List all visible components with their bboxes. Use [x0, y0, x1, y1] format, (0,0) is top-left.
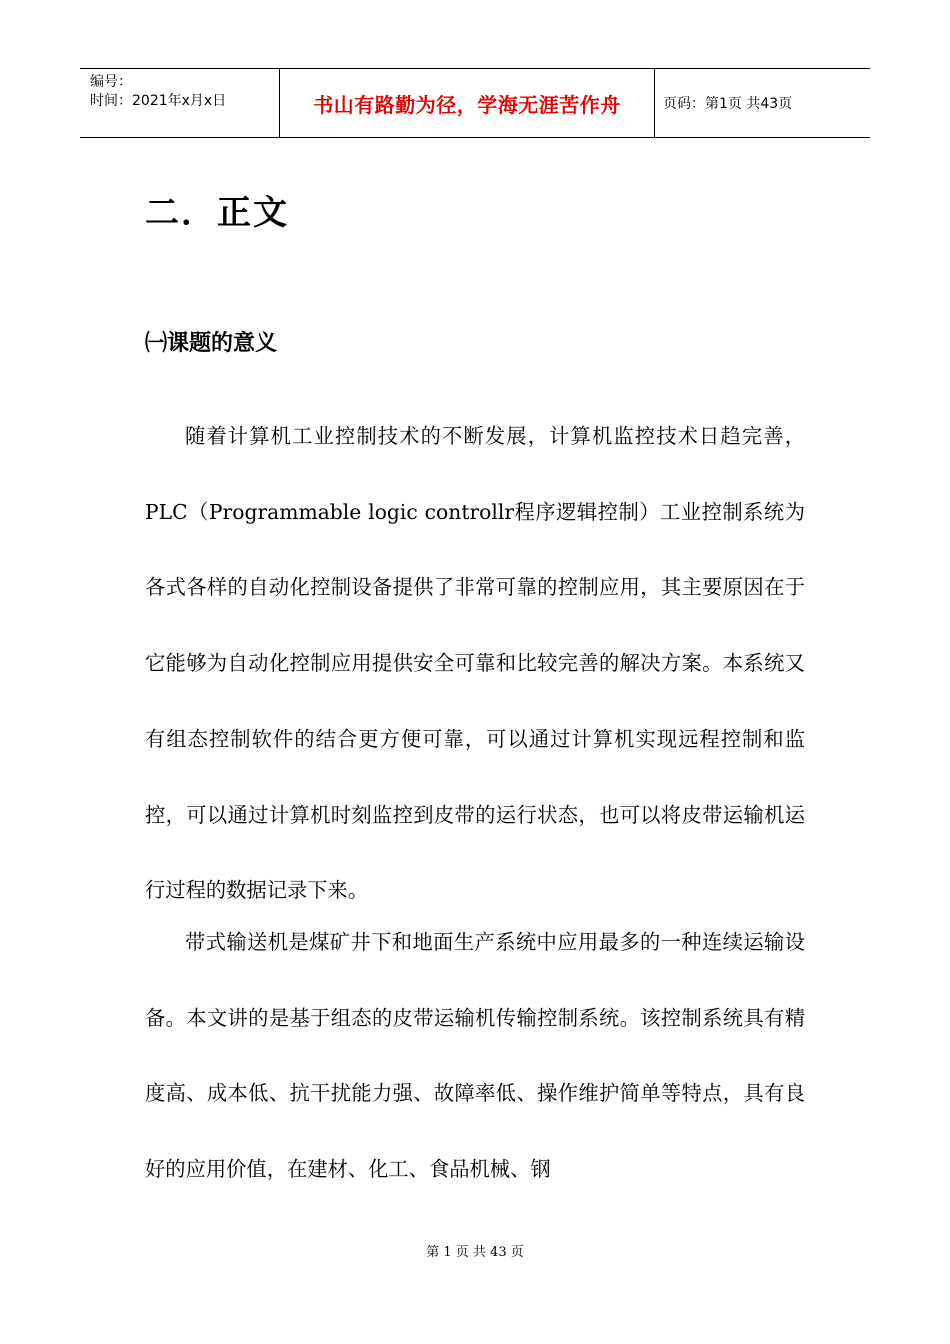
- paragraph-2: 带式输送机是煤矿井下和地面生产系统中应用最多的一种连续运输设备。本文讲的是基于组态的皮带运输机传输控制系统。该控制系统具有精度高、成本低、抗干扰能力强、故障率低、操作维护简单等特点，具有良好的应用价值，在建材、化工、食品机械、钢: [145, 930, 805, 1182]
- number-label: 编号：: [90, 74, 132, 90]
- section-title: ㈠课题的意义: [145, 331, 278, 356]
- header-meta: [80, 69, 280, 137]
- header-motto: 书山有路勤为径，学海无涯苦作舟: [280, 69, 655, 137]
- page-footer: 第 1 页 共 43 页: [426, 1245, 524, 1260]
- paragraph-1: 随着计算机工业控制技术的不断发展，计算机监控技术日趋完善，PLC（Programmable logic controllr程序逻辑控制）工业控制系统为各式各样的自动化控制设备提供了非常可靠的控制应用，其主要原因在于它能够为自动化控制应用提供安全可靠和比较完善的解决方案。本系统又有组态控制软件的结合更方便可靠，可以通过计算机实现远程控制和监控，可以通过计算机时刻监控到皮带的运行状态，也可以将皮带运输机运行过程的数据记录下来。: [145, 424, 805, 903]
- time-label: 时间：2021年x月x日: [90, 93, 227, 109]
- header-page-info: 页码：第1页 共43页: [663, 96, 793, 112]
- page-header: [80, 68, 870, 138]
- document-title: 二．正文: [145, 193, 289, 233]
